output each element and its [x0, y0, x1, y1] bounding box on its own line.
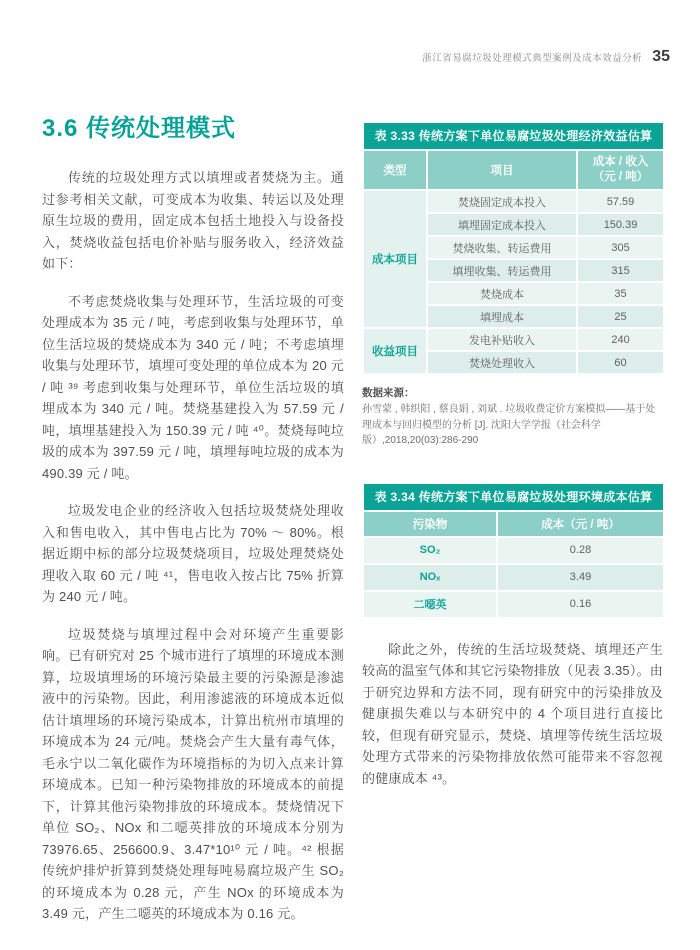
table-3-33-economic-benefit — [362, 121, 665, 375]
value-cell: 0.28 — [497, 537, 664, 564]
value-cell: 240 — [577, 328, 664, 351]
left-column — [42, 108, 344, 941]
table-3-33-title: 表 3.33 传统方案下单位易腐垃圾处理经济效益估算 — [363, 122, 664, 150]
pollutant-cell: NOₓ — [363, 564, 497, 591]
value-cell: 60 — [577, 351, 664, 374]
data-source-label: 数据来源： — [362, 387, 415, 399]
table-3-34-title: 表 3.34 传统方案下单位易腐垃圾处理环境成本估算 — [363, 483, 664, 511]
page-number: 35 — [652, 48, 670, 65]
section-title: 3.6 传统处理模式 — [42, 115, 237, 142]
value-cell: 25 — [577, 305, 664, 328]
item-cell: 填埋固定成本投入 — [427, 213, 577, 236]
column-header-value — [577, 150, 664, 190]
paragraph-revenue: 垃圾发电企业的经济收入包括垃圾焚烧处理收入和售电收入，其中售电占比为 70% ～ 80%。根据近期中标的部分垃圾焚烧项目，垃圾处理焚烧处理收入取 60 元 / 吨 ⁴¹，售电收入按占比 75% 折算为 240 元 / 吨。 — [42, 503, 344, 604]
page-header — [422, 48, 670, 66]
value-cell: 3.49 — [497, 564, 664, 591]
group-label-cost: 成本项目 — [363, 190, 427, 328]
item-cell: 发电补贴收入 — [427, 328, 577, 351]
item-cell: 填埋收集、转运费用 — [427, 259, 577, 282]
table-row — [363, 328, 664, 351]
value-cell: 0.16 — [497, 591, 664, 618]
item-cell: 焚烧成本 — [427, 282, 577, 305]
column-header-value-line1: 成本 / 收入 — [592, 156, 649, 168]
item-cell: 焚烧固定成本投入 — [427, 190, 577, 213]
column-header-type: 类型 — [363, 150, 427, 190]
value-cell: 315 — [577, 259, 664, 282]
column-header-item: 项目 — [427, 150, 577, 190]
paragraph-environment: 垃圾焚烧与填埋过程中会对环境产生重要影响。已有研究对 25 个城市进行了填埋的环境成本测算，垃圾填埋场的环境污染最主要的污染源是渗滤液中的污染物。因此，利用渗滤液的环境成本近似估计填埋场的环境污染成本，计算出杭州市填埋的环境成本为 24 元/吨。焚烧会产生大量有毒气体，毛永宁以二氧化碳作为环境指标的为切入点来计算环境成本。已知一种污染物排放的环境成本的前提下，计算其他污染物排放的环境成本。焚烧情况下单位 SO₂、NOx 和二噁英排放的环境成本分别为 73976.65、256600.9、3.47*10¹⁰ 元 / 吨。⁴² 根据传统炉排炉折算到焚烧处理每吨易腐垃圾产生 SO₂ 的环境成本为 0.28 元，产生 NOx 的环境成本为 3.49 元，产生二噁英的环境成本为 0.16 元。 — [42, 626, 344, 921]
pollutant-cell: SO₂ — [363, 537, 497, 564]
value-cell: 150.39 — [577, 213, 664, 236]
right-column — [362, 121, 663, 789]
pollutant-cell: 二噁英 — [363, 591, 497, 618]
table-row — [363, 564, 664, 591]
column-header-pollutant: 污染物 — [363, 511, 497, 537]
column-header-cost: 成本（元 / 吨） — [497, 511, 664, 537]
group-label-income: 收益项目 — [363, 328, 427, 374]
data-source-citation: 孙雪蒙 , 韩织阳 , 蔡良娟 , 刘斌 . 垃圾收费定价方案模拟——基于处理成本与回归模型的分析 [J]. 沈阳大学学报（社会科学版）,2018,20(03):286-290 — [362, 404, 656, 446]
paragraph-costs: 不考虑焚烧收集与处理环节，生活垃圾的可变处理成本为 35 元 / 吨，考虑到收集与处理环节，单位生活垃圾的焚烧成本为 340 元 / 吨；不考虑填埋收集与处理环节，填埋可变处理的单位成本为 20 元 / 吨 ³⁹ 考虑到收集与处理环节，单位生活垃圾的填埋成本为 340 元 / 吨。焚烧基建投入为 57.59 元 / 吨，填埋基建投入为 150.39 元 / 吨 ⁴⁰。焚烧每吨垃圾的成本为 397.59 元 / 吨，填埋每吨垃圾的成本为 490.39 元 / 吨。 — [42, 293, 344, 481]
item-cell: 填埋成本 — [427, 305, 577, 328]
table-row — [363, 190, 664, 213]
table-3-34-environmental-cost — [362, 482, 665, 619]
value-cell: 35 — [577, 282, 664, 305]
table-row — [363, 537, 664, 564]
item-cell: 焚烧收集、转运费用 — [427, 236, 577, 259]
table-3-34-header-row — [363, 511, 664, 537]
paragraph-conclusion: 除此之外，传统的生活垃圾焚烧、填埋还产生较高的温室气体和其它污染物排放（见表 3.35）。由于研究边界和方法不同，现有研究中的污染排放及健康损失难以与本研究中的 4 个项目进行直接比较，但现有研究显示，焚烧、填埋等传统生活垃圾处理方式带来的污染物排放依然可能带来不容忽视的健康成本 ⁴³。 — [362, 641, 663, 786]
value-cell: 305 — [577, 236, 664, 259]
item-cell: 焚烧处理收入 — [427, 351, 577, 374]
running-doc-title: 浙江省易腐垃圾处理模式典型案例及成本效益分析 — [422, 53, 643, 64]
data-source-block — [362, 385, 663, 449]
column-header-value-line2: （元 / 吨） — [592, 171, 649, 183]
paragraph-intro: 传统的垃圾处理方式以填埋或者焚烧为主。通过参考相关文献，可变成本为收集、转运以及处理原生垃圾的费用，固定成本包括土地投入与设备投入，焚烧收益包括电价补贴与服务收入，经济效益如下： — [42, 170, 344, 271]
table-row — [363, 591, 664, 618]
table-3-33-header-row — [363, 150, 664, 190]
value-cell: 57.59 — [577, 190, 664, 213]
